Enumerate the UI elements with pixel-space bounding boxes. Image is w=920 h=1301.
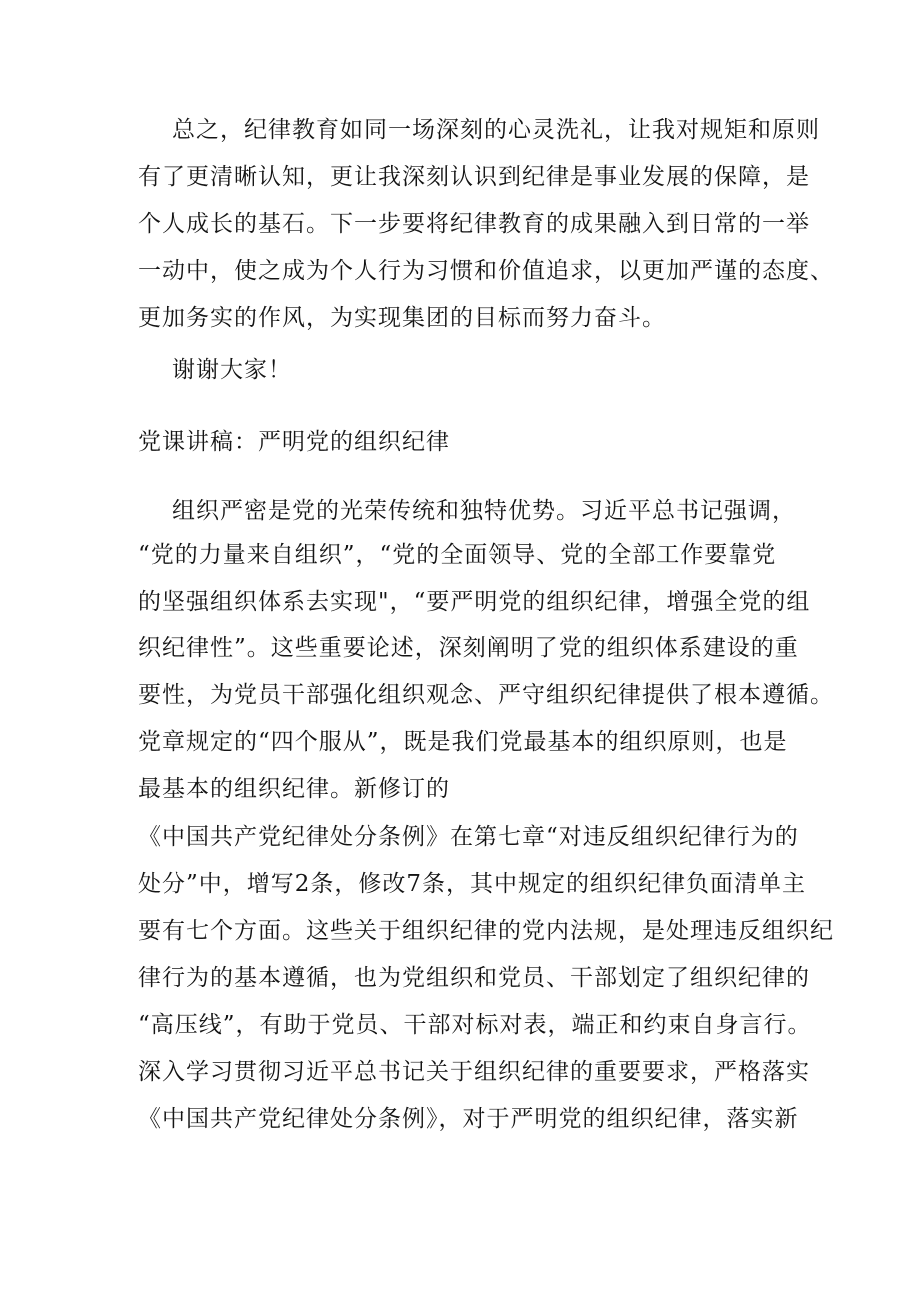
paragraph-2-line-8: 《中国共产党纪律处分条例》在第七章“对违反组织纪律行为的 xyxy=(138,824,799,850)
closing-remark: 谢谢大家！ xyxy=(172,357,292,383)
paragraph-1-line-3: 个人成长的基石。下一步要将纪律教育的成果融入到日常的一举 xyxy=(138,211,810,237)
paragraph-2-line-5: 要性，为党员干部强化组织观念、严守组织纪律提供了根本遵循。 xyxy=(138,682,834,708)
section-title: 党课讲稿：严明党的组织纪律 xyxy=(138,429,450,455)
paragraph-1-line-5: 更加务实的作风，为实现集团的目标而努力奋斗。 xyxy=(138,305,666,331)
paragraph-2-line-13: 深入学习贯彻习近平总书记关于组织纪律的重要要求，严格落实 xyxy=(138,1059,810,1085)
paragraph-2-line-7: 最基本的组织纪律。新修订的 xyxy=(138,776,450,802)
paragraph-2-line-3: 的坚强组织体系去实现"，“要严明党的组织纪律，增强全党的组 xyxy=(138,589,811,615)
paragraph-1-line-1: 总之，纪律教育如同一场深刻的心灵洗礼，让我对规矩和原则 xyxy=(172,117,820,143)
paragraph-2-line-12: “高压线”，有助于党员、干部对标对表，端正和约束自身言行。 xyxy=(138,1012,812,1038)
paragraph-2-line-9: 处分”中，增写2条，修改7条，其中规定的组织纪律负面清单主 xyxy=(138,871,807,897)
paragraph-1-line-4: 一动中，使之成为个人行为习惯和价值追求，以更加严谨的态度、 xyxy=(138,258,834,284)
paragraph-2-line-6: 党章规定的“四个服从”，既是我们党最基本的组织原则，也是 xyxy=(138,729,788,755)
paragraph-2-line-10: 要有七个方面。这些关于组织纪律的党内法规，是处理违反组织纪 xyxy=(138,918,834,944)
paragraph-2-line-14: 《中国共产党纪律处分条例》，对于严明党的组织纪律，落实新 xyxy=(138,1106,799,1132)
paragraph-2-line-11: 律行为的基本遵循，也为党组织和党员、干部划定了组织纪律的 xyxy=(138,965,810,991)
paragraph-1-line-2: 有了更清晰认知，更让我深刻认识到纪律是事业发展的保障，是 xyxy=(138,164,810,190)
paragraph-2-line-2: “党的力量来自组织”，“党的全面领导、党的全部工作要靠党 xyxy=(138,542,777,568)
paragraph-2-line-1: 组织严密是党的光荣传统和独特优势。习近平总书记强调， xyxy=(172,498,796,524)
paragraph-2-line-4: 织纪律性”。这些重要论述，深刻阐明了党的组织体系建设的重 xyxy=(138,635,799,661)
